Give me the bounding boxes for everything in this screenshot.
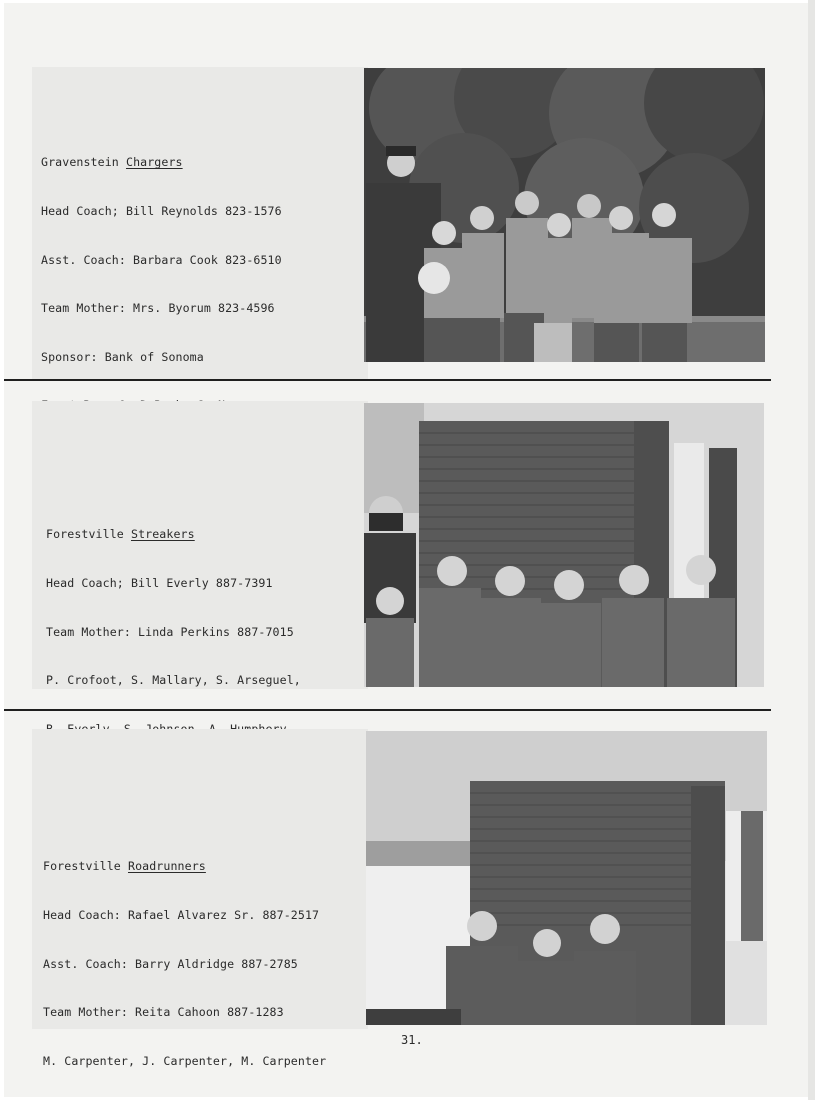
team-name: Roadrunners bbox=[127, 859, 206, 874]
team-photo-roadrunners bbox=[366, 731, 767, 1025]
page-number: 31. bbox=[401, 1033, 423, 1047]
team-photo-chargers bbox=[364, 68, 765, 362]
team-photo-streakers bbox=[364, 403, 764, 687]
caption-line: Asst. Coach: Barry Aldridge 887-2785 bbox=[43, 956, 298, 971]
caption-line: Head Coach: Rafael Alvarez Sr. 887-2517 bbox=[43, 908, 320, 923]
caption-line: Head Coach; Bill Reynolds 823-1576 bbox=[41, 204, 282, 219]
team-name: Chargers bbox=[125, 155, 183, 170]
team-caption-roadrunners bbox=[43, 826, 326, 1101]
caption-line: Sponsor: Bank of Sonoma bbox=[41, 349, 204, 364]
section-divider bbox=[4, 709, 771, 711]
team-town: Forestville bbox=[43, 859, 121, 874]
yearbook-page bbox=[4, 3, 810, 1097]
caption-line: M. Carpenter, J. Carpenter, M. Carpenter bbox=[43, 1053, 327, 1068]
team-town: Gravenstein bbox=[41, 155, 119, 170]
caption-line: Team Mother: Linda Perkins 887-7015 bbox=[46, 624, 294, 639]
caption-line: Head Coach; Bill Everly 887-7391 bbox=[46, 576, 273, 591]
team-town: Forestville bbox=[46, 527, 124, 542]
section-divider bbox=[4, 379, 771, 381]
caption-line: Team Mother: Mrs. Byorum 823-4596 bbox=[41, 301, 275, 316]
caption-line: Team Mother: Reita Cahoon 887-1283 bbox=[43, 1005, 284, 1020]
caption-line: P. Crofoot, S. Mallary, S. Arseguel, bbox=[46, 673, 301, 688]
binding-edge bbox=[808, 0, 815, 1100]
team-name: Streakers bbox=[130, 527, 195, 542]
caption-line: Asst. Coach: Barbara Cook 823-6510 bbox=[41, 252, 282, 267]
